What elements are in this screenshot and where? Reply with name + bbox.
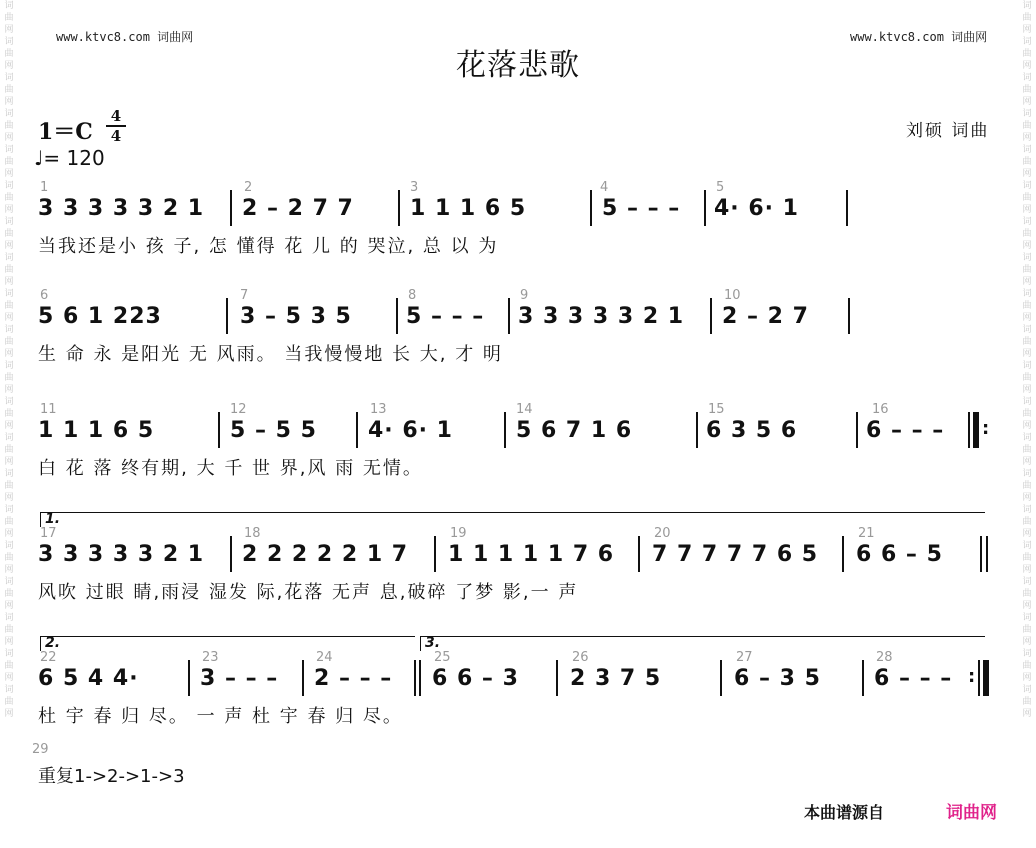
measure-number: 12 bbox=[230, 402, 247, 417]
lyrics-line: 当我还是小 孩 子, 怎 懂得 花 儿 的 哭泣, 总 以 为 bbox=[38, 236, 499, 257]
measure-number: 23 bbox=[202, 650, 219, 665]
measure-notes: 6 – 3 5 bbox=[734, 666, 821, 691]
time-bottom: 4 bbox=[110, 127, 122, 145]
measure-number: 4 bbox=[600, 180, 609, 195]
repeat-instruction: 重复1->2->1->3 bbox=[38, 766, 185, 787]
source-label: 本曲谱源自 bbox=[804, 803, 885, 822]
measure-number: 21 bbox=[858, 526, 875, 541]
measure-number: 24 bbox=[316, 650, 333, 665]
measure-number: 14 bbox=[516, 402, 533, 417]
measure-number: 26 bbox=[572, 650, 589, 665]
brand-logo-text[interactable]: 词曲网 bbox=[946, 803, 997, 823]
measure-notes: 2 – – – bbox=[314, 666, 393, 691]
measure-number: 8 bbox=[408, 288, 417, 303]
tempo-marking: ♩= 120 bbox=[34, 146, 105, 170]
volta-bracket-3: 3. bbox=[420, 636, 985, 651]
measure-notes: 2 2 2 2 2 1 7 bbox=[242, 542, 409, 567]
measure-notes: 5 – – – bbox=[406, 304, 485, 329]
measure-notes: 3 – – – bbox=[200, 666, 279, 691]
measure-notes: 4· 6· 1 bbox=[368, 418, 453, 443]
measure-notes: 6 – – – bbox=[866, 418, 945, 443]
measure-notes: 1 1 1 6 5 bbox=[38, 418, 155, 443]
measure-number: 27 bbox=[736, 650, 753, 665]
site-link-right[interactable]: www.ktvc8.com 词曲网 bbox=[850, 30, 988, 44]
measure-number: 5 bbox=[716, 180, 725, 195]
measure-number: 17 bbox=[40, 526, 57, 541]
composer-credit: 刘硕 词曲 bbox=[906, 121, 990, 141]
measure-notes: 5 6 7 1 6 bbox=[516, 418, 633, 443]
score-row-4 bbox=[0, 526, 1036, 642]
measure-notes: 3 3 3 3 3 2 1 bbox=[38, 542, 205, 567]
lyrics-line: 杜 宇 春 归 尽。 一 声 杜 宇 春 归 尽。 bbox=[38, 706, 403, 727]
measure-number: 1 bbox=[40, 180, 49, 195]
score-row-1 bbox=[0, 180, 1036, 296]
measure-notes: 5 6 1 223 bbox=[38, 304, 162, 329]
lyrics-line: 风吹 过眼 睛,雨浸 湿发 际,花落 无声 息,破碎 了梦 影,一 声 bbox=[38, 582, 579, 603]
score-row-2 bbox=[0, 288, 1036, 404]
measure-notes: 2 3 7 5 bbox=[570, 666, 662, 691]
score-row-5 bbox=[0, 650, 1036, 766]
measure-number: 18 bbox=[244, 526, 261, 541]
volta-bracket-2: 2. bbox=[40, 636, 415, 651]
measure-notes: 1 1 1 1 1 7 6 bbox=[448, 542, 615, 567]
measure-number: 6 bbox=[40, 288, 49, 303]
measure-number: 25 bbox=[434, 650, 451, 665]
measure-notes: 5 – – – bbox=[602, 196, 681, 221]
repeat-dots: : bbox=[982, 418, 991, 439]
measure-notes: 6 6 – 3 bbox=[432, 666, 519, 691]
measure-number: 22 bbox=[40, 650, 57, 665]
measure-notes: 1 1 1 6 5 bbox=[410, 196, 527, 221]
song-title: 花落悲歌 bbox=[456, 48, 580, 83]
measure-notes: 6 – – – bbox=[874, 666, 953, 691]
measure-notes: 6 5 4 4· bbox=[38, 666, 139, 691]
measure-number: 9 bbox=[520, 288, 529, 303]
measure-number: 11 bbox=[40, 402, 57, 417]
measure-notes: 2 – 2 7 7 bbox=[242, 196, 354, 221]
measure-number: 13 bbox=[370, 402, 387, 417]
measure-number: 7 bbox=[240, 288, 249, 303]
measure-notes: 3 3 3 3 3 2 1 bbox=[38, 196, 205, 221]
measure-notes: 6 3 5 6 bbox=[706, 418, 798, 443]
measure-notes: 4· 6· 1 bbox=[714, 196, 799, 221]
side-watermark-right: 词曲网词曲网词曲网词曲网词曲网词曲网词曲网词曲网词曲网词曲网词曲网词曲网词曲网词曲网词曲网词曲网词曲网词曲网词曲网词曲网 bbox=[1022, 1, 1032, 719]
measure-number: 29 bbox=[32, 742, 49, 757]
measure-notes: 6 6 – 5 bbox=[856, 542, 943, 567]
measure-number: 10 bbox=[724, 288, 741, 303]
measure-number: 20 bbox=[654, 526, 671, 541]
lyrics-line: 白 花 落 终有期, 大 千 世 界,风 雨 无情。 bbox=[38, 458, 423, 479]
measure-notes: 7 7 7 7 7 6 5 bbox=[652, 542, 819, 567]
side-watermark-left: 词曲网词曲网词曲网词曲网词曲网词曲网词曲网词曲网词曲网词曲网词曲网词曲网词曲网词曲网词曲网词曲网词曲网词曲网词曲网词曲网 bbox=[4, 1, 14, 719]
measure-notes: 2 – 2 7 bbox=[722, 304, 809, 329]
volta-bracket-1: 1. bbox=[40, 512, 985, 527]
lyrics-line: 生 命 永 是阳光 无 风雨。 当我慢慢地 长 大, 才 明 bbox=[38, 344, 503, 365]
measure-number: 19 bbox=[450, 526, 467, 541]
measure-notes: 3 3 3 3 3 2 1 bbox=[518, 304, 685, 329]
score-row-3 bbox=[0, 402, 1036, 518]
measure-number: 28 bbox=[876, 650, 893, 665]
time-top: 4 bbox=[110, 107, 122, 125]
time-signature bbox=[106, 108, 126, 144]
measure-number: 2 bbox=[244, 180, 253, 195]
repeat-dots: : bbox=[968, 666, 977, 687]
measure-number: 3 bbox=[410, 180, 419, 195]
site-link-left[interactable]: www.ktvc8.com 词曲网 bbox=[56, 30, 194, 44]
measure-notes: 5 – 5 5 bbox=[230, 418, 317, 443]
measure-number: 16 bbox=[872, 402, 889, 417]
measure-number: 15 bbox=[708, 402, 725, 417]
key-signature: 1＝C bbox=[38, 119, 93, 145]
measure-notes: 3 – 5 3 5 bbox=[240, 304, 352, 329]
